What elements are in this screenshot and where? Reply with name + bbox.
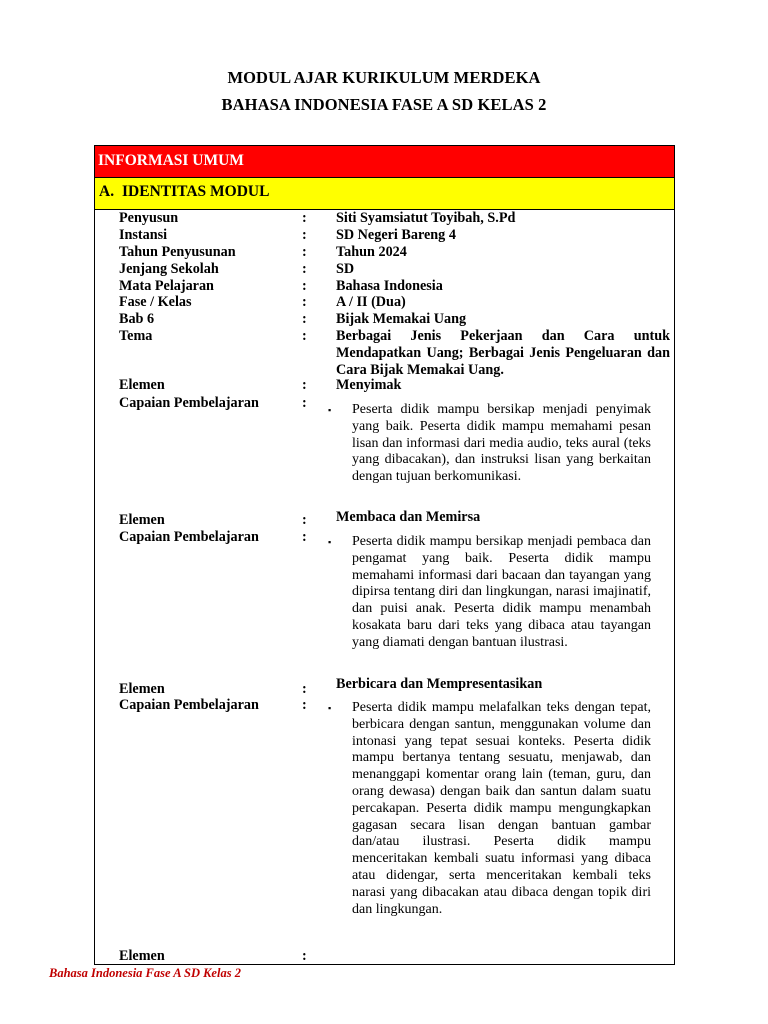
identity-value: Berbagai Jenis Pekerjaan dan Cara untuk Mendapatkan Uang; Berbagai Jenis Pengeluaran dan Cara Bijak Memakai Uang.: [336, 328, 670, 378]
capaian-paragraph: Peserta didik mampu bersikap menjadi pembaca dan pengamat yang baik. Peserta didik mampu memahami informasi dari bacaan dan tayangan yang dipirsa tentang diri dan lingkungan, narasi imajinatif, dan puisi anak. Peserta didik mampu menambah kosakata baru dari teks yang dibaca atau tayangan yang diamati dengan bantuan ilustrasi.: [352, 534, 651, 650]
colon: :: [302, 697, 307, 713]
document-title-line-2: BAHASA INDONESIA FASE A SD KELAS 2: [221, 95, 547, 114]
general-info-header: INFORMASI UMUM: [95, 146, 674, 178]
capaian-paragraph: Peserta didik mampu melafalkan teks dengan tepat, berbicara dengan santun, menggunakan volume dan intonasi yang tepat sesuai konteks. Peserta didik mampu bertanya tentang sesuatu, menjawab, dan menanggapi komentar orang lain (teman, guru, dan orang dewasa) dengan baik dan santun dalam suatu percakapan. Peserta didik mampu mengungkapkan gagasan secara lisan dengan bantuan gambar dan/atau ilustrasi. Peserta didik mampu menceritakan kembali suatu informasi yang dibaca atau didengar, serta menceritakan kembali teks narasi yang dibacakan atau dibaca dengan topik diri dan lingkungan.: [352, 700, 651, 917]
capaian-label: Capaian Pembelajaran: [119, 529, 259, 545]
section-title: IDENTITAS MODUL: [122, 183, 270, 200]
identity-label: Mata Pelajaran: [119, 278, 214, 294]
capaian-text: [328, 402, 651, 486]
page-footer: Bahasa Indonesia Fase A SD Kelas 2: [49, 966, 241, 980]
bullet-icon: ▪: [328, 537, 332, 547]
identity-label: Fase / Kelas: [119, 294, 192, 310]
colon: :: [302, 377, 307, 393]
bullet-icon: ▪: [328, 405, 332, 415]
colon: :: [302, 328, 307, 344]
colon: :: [302, 244, 307, 260]
identity-value: Tahun 2024: [336, 244, 407, 260]
elemen-label: Elemen: [119, 512, 165, 528]
identity-section-header: [95, 178, 674, 210]
elemen-value: Berbicara dan Mempresentasikan: [336, 676, 543, 692]
identity-label: Bab 6: [119, 311, 155, 327]
document-title-line-1: MODUL AJAR KURIKULUM MERDEKA: [227, 68, 541, 87]
capaian-paragraph: Peserta didik mampu bersikap menjadi penyimak yang baik. Peserta didik mampu memahami pesan lisan dan informasi dari media audio, teks aural (teks yang dibacakan), dan instruksi lisan yang berkaitan dengan tujuan berkomunikasi.: [352, 402, 651, 485]
capaian-text: [328, 534, 651, 652]
capaian-text: [328, 700, 651, 918]
identity-value: Bijak Memakai Uang: [336, 311, 467, 327]
capaian-label: Capaian Pembelajaran: [119, 697, 259, 713]
colon: :: [302, 529, 307, 545]
elemen-label: Elemen: [119, 377, 165, 393]
bullet-icon: ▪: [328, 703, 332, 713]
module-info-table: [94, 145, 675, 965]
elemen-value: Membaca dan Memirsa: [336, 509, 481, 525]
colon: :: [302, 948, 307, 964]
identity-label: Jenjang Sekolah: [119, 261, 219, 277]
identity-value: Siti Syamsiatut Toyibah, S.Pd: [336, 210, 516, 226]
identity-label: Penyusun: [119, 210, 179, 226]
capaian-label: Capaian Pembelajaran: [119, 395, 259, 411]
identity-label: Instansi: [119, 227, 168, 243]
colon: :: [302, 278, 307, 294]
elemen-label: Elemen: [119, 681, 165, 697]
colon: :: [302, 512, 307, 528]
section-number: A.: [99, 183, 115, 200]
colon: :: [302, 311, 307, 327]
colon: :: [302, 294, 307, 310]
identity-value: SD Negeri Bareng 4: [336, 227, 456, 243]
colon: :: [302, 210, 307, 226]
identity-value: Bahasa Indonesia: [336, 278, 443, 294]
colon: :: [302, 261, 307, 277]
elemen-label: Elemen: [119, 948, 165, 964]
elemen-value: Menyimak: [336, 377, 402, 393]
identity-value: A / II (Dua): [336, 294, 406, 310]
colon: :: [302, 227, 307, 243]
colon: :: [302, 681, 307, 697]
identity-label: Tema: [119, 328, 153, 344]
identity-value: SD: [336, 261, 355, 277]
colon: :: [302, 395, 307, 411]
identity-label: Tahun Penyusunan: [119, 244, 236, 260]
